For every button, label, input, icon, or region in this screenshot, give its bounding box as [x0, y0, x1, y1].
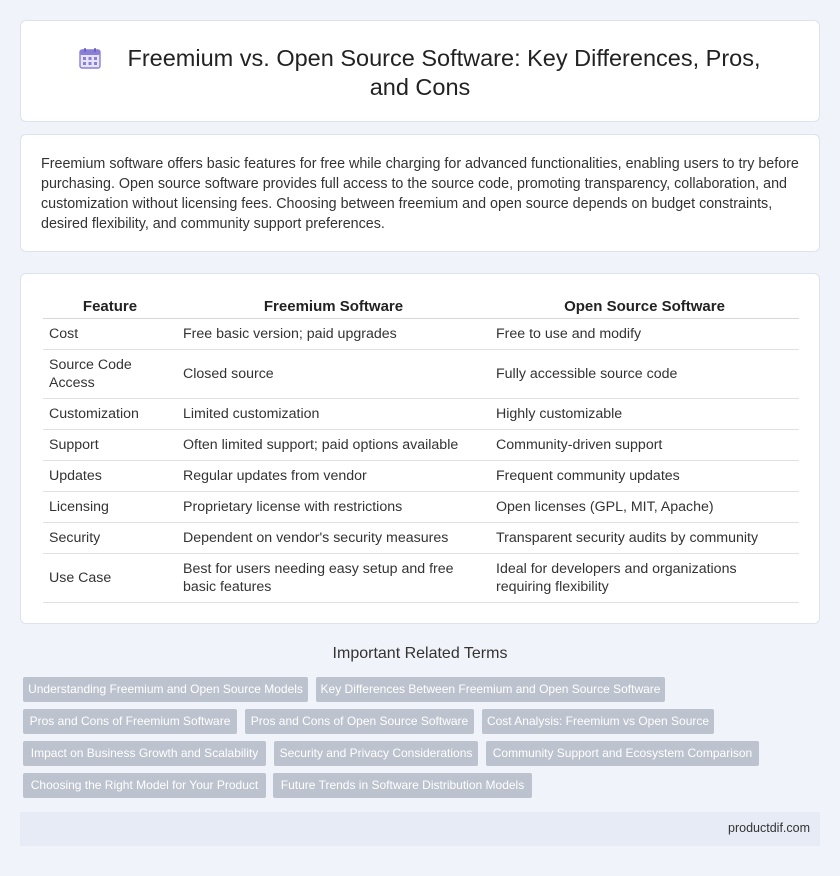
row-freemium: Free basic version; paid upgrades: [177, 318, 490, 349]
row-feature: Licensing: [43, 491, 177, 522]
row-feature: Source Code Access: [43, 349, 177, 398]
footer: [20, 812, 820, 846]
table-row: [43, 491, 799, 522]
row-freemium: Often limited support; paid options available: [177, 429, 490, 460]
related-term-link[interactable]: Future Trends in Software Distribution Models: [273, 773, 532, 798]
row-open-source: Ideal for developers and organizations requiring flexibility: [490, 553, 799, 602]
row-freemium: Best for users needing easy setup and free basic features: [177, 553, 490, 602]
intro-card: [20, 134, 820, 252]
related-term-link[interactable]: Choosing the Right Model for Your Product: [23, 773, 266, 798]
row-open-source: Frequent community updates: [490, 460, 799, 491]
table-row: [43, 553, 799, 602]
row-feature: Cost: [43, 318, 177, 349]
table-row: [43, 429, 799, 460]
page-title: [61, 44, 779, 102]
comparison-table: [43, 296, 799, 603]
row-freemium: Limited customization: [177, 398, 490, 429]
row-open-source: Free to use and modify: [490, 318, 799, 349]
row-feature: Support: [43, 429, 177, 460]
related-term-link[interactable]: Cost Analysis: Freemium vs Open Source: [482, 709, 714, 734]
table-row: [43, 522, 799, 553]
row-open-source: Open licenses (GPL, MIT, Apache): [490, 491, 799, 522]
row-feature: Updates: [43, 460, 177, 491]
related-term-link[interactable]: Key Differences Between Freemium and Open Source Software: [316, 677, 665, 702]
row-open-source: Highly customizable: [490, 398, 799, 429]
header-freemium: Freemium Software: [177, 296, 490, 318]
table-header-row: [43, 296, 799, 318]
related-term-link[interactable]: Pros and Cons of Freemium Software: [23, 709, 237, 734]
row-open-source: Transparent security audits by community: [490, 522, 799, 553]
related-terms-title: Important Related Terms: [332, 645, 508, 662]
row-freemium: Regular updates from vendor: [177, 460, 490, 491]
table-row: [43, 398, 799, 429]
row-freemium: Dependent on vendor's security measures: [177, 522, 490, 553]
intro-paragraph: Freemium software offers basic features for free while charging for advanced functionalities, enabling users to try before purchasing. Open source software provides full access to the source code, promoting transparency, collaboration, and customization without licensing fees. Choosing between freemium and open source depends on budget constraints, desired flexibility, and community support preferences.: [41, 156, 799, 232]
row-open-source: Community-driven support: [490, 429, 799, 460]
title-wrap: [61, 44, 779, 102]
related-term-link[interactable]: Pros and Cons of Open Source Software: [245, 709, 474, 734]
row-feature: Customization: [43, 398, 177, 429]
row-freemium: Closed source: [177, 349, 490, 398]
row-open-source: Fully accessible source code: [490, 349, 799, 398]
table-row: [43, 349, 799, 398]
related-term-link[interactable]: Impact on Business Growth and Scalability: [23, 741, 266, 766]
page-title-text: Freemium vs. Open Source Software: Key Differences, Pros, and Cons: [127, 45, 761, 100]
header-card: [20, 20, 820, 122]
row-feature: Security: [43, 522, 177, 553]
related-term-link[interactable]: Security and Privacy Considerations: [274, 741, 478, 766]
row-feature: Use Case: [43, 553, 177, 602]
table-row: [43, 460, 799, 491]
table-row: [43, 318, 799, 349]
footer-brand[interactable]: productdif.com: [728, 821, 810, 835]
row-freemium: Proprietary license with restrictions: [177, 491, 490, 522]
calendar-grid-icon: [79, 47, 101, 69]
header-open-source: Open Source Software: [490, 296, 799, 318]
header-feature: Feature: [43, 296, 177, 318]
related-term-link[interactable]: Understanding Freemium and Open Source Models: [23, 677, 308, 702]
comparison-table-card: [20, 273, 820, 624]
related-term-link[interactable]: Community Support and Ecosystem Comparison: [486, 741, 759, 766]
